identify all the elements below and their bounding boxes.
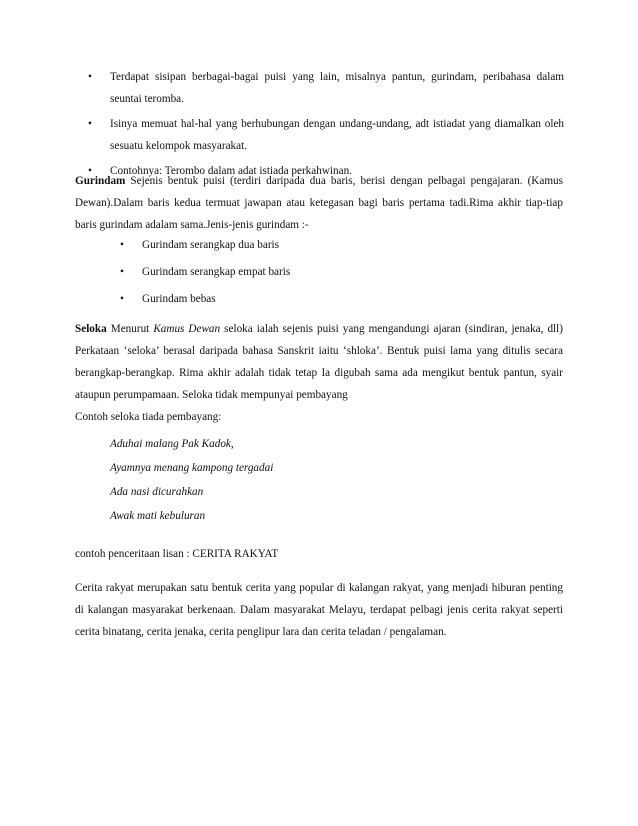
bullet-icon: • [120, 239, 124, 251]
poem-line: Aduhai malang Pak Kadok, [110, 438, 234, 450]
gurindam-term: Gurindam [75, 175, 126, 187]
bullet-icon: • [88, 71, 92, 83]
bullet-icon: • [120, 293, 124, 305]
bullet-icon: • [120, 266, 124, 278]
seloka-text-a: Menurut [106, 323, 154, 335]
gurindam-type-list [120, 234, 500, 315]
seloka-term: Seloka [75, 323, 107, 335]
list-item [120, 288, 500, 310]
seloka-source: Kamus Dewan [153, 323, 221, 335]
gurindam-text: Sejenis bentuk puisi (terdiri daripada dua baris, berisi dengan pelbagai pengajaran. (Kamus Dewan).Dalam baris kedua termuat jawapan atau ketegasan bagi baris pertama tadi.Rima akhir tiap-tiap baris gurindam adalam sama.Jenis-jenis gurindam :- [75, 175, 563, 231]
list-item-text: Terdapat sisipan berbagai-bagai puisi yang lain, misalnya pantun, gurindam, peribahasa dalam seuntai teromba. [110, 71, 564, 105]
list-item [120, 261, 500, 283]
bullet-icon: • [88, 165, 92, 177]
list-item-text: Gurindam serangkap dua baris [142, 239, 280, 251]
cerita-paragraph: Cerita rakyat merupakan satu bentuk cerita yang popular di kalangan rakyat, yang menjadi hiburan penting di kalangan masyarakat berkenaan. Dalam masyarakat Melayu, terdapat pelbagi jenis cerita rakyat seperti cerita binatang, cerita jenaka, cerita penglipur lara dan cerita teladan / pengalaman. [75, 582, 563, 638]
seloka-poem [110, 432, 273, 528]
cerita-heading: contoh penceritaan lisan : CERITA RAKYAT [75, 548, 279, 560]
poem-line: Ada nasi dicurahkan [110, 486, 204, 498]
poem-line: Awak mati kebuluran [110, 510, 206, 522]
list-item [120, 234, 500, 256]
list-item-text: Gurindam serangkap empat baris [142, 266, 291, 278]
gurindam-paragraph [75, 170, 563, 236]
list-item-text: Isinya memuat hal-hal yang berhubungan dengan undang-undang, adt istiadat yang diamalkan oleh sesuatu kelompok masyarakat. [110, 118, 564, 152]
list-item [88, 66, 564, 110]
seloka-example-label: Contoh seloka tiada pembayang: [75, 411, 222, 423]
seloka-paragraph [75, 318, 563, 428]
list-item [88, 113, 564, 157]
teromba-bullet-list [88, 66, 564, 185]
seloka-text-b: seloka ialah sejenis puisi yang mengandungi ajaran (sindiran, jenaka, dll) Perkataan ‘seloka’ berasal daripada bahasa Sanskrit iaitu ‘shloka’. Bentuk puisi lama yang ditulis secara berangkap-berangkap. Rima akhir adalah tidak tetap Ia digubah sama ada mengikut bentuk pantun, syair ataupun perumpamaan. Seloka tidak mempunyai pembayang [75, 323, 564, 401]
bullet-icon: • [88, 118, 92, 130]
poem-line: Ayamnya menang kampong tergadai [110, 462, 274, 474]
list-item-text: Gurindam bebas [142, 293, 216, 305]
list-item-text: Contohnya: Terombo dalam adat istiada perkahwinan. [110, 165, 352, 177]
